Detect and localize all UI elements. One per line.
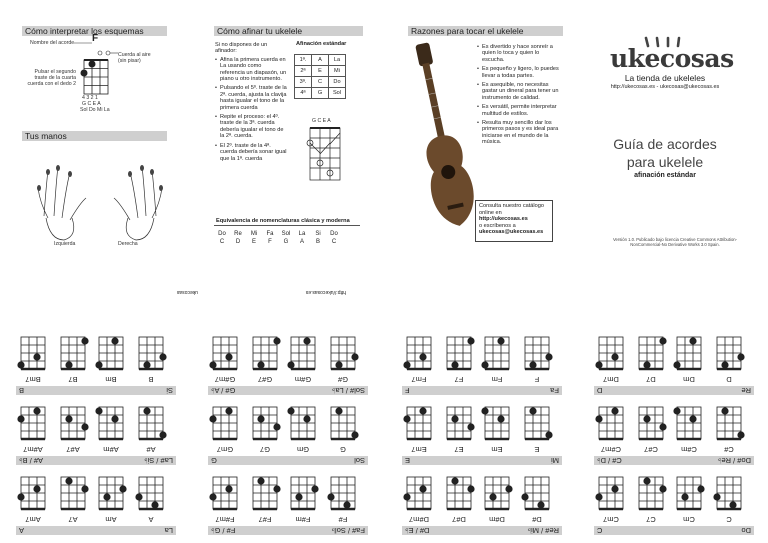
fretboard: [594, 401, 628, 443]
chord-name: G7: [260, 445, 271, 454]
fretboard: [134, 331, 168, 373]
fretboard: [672, 401, 706, 443]
tune-step: • Afina la primera cuerda en La usando como referencia un diapasón, un piano u otro instrumento.: [215, 57, 287, 83]
example-chord-letter: F: [92, 33, 99, 44]
fretboard: [672, 331, 706, 373]
chord-diagram: [520, 325, 554, 384]
tuning-table-title: Afinación estándar: [296, 41, 347, 47]
row-letter-label: A# / B♭: [19, 456, 43, 465]
table-cell: Do: [330, 231, 338, 237]
chord-name: A: [148, 515, 154, 524]
chord-diagram: [16, 465, 50, 524]
interpret-header: Cómo interpretar los esquemas: [22, 26, 167, 36]
chord-diagram: [402, 325, 436, 384]
row-solfege-label: Fa# / Sol♭: [331, 526, 365, 535]
fretboard: [94, 401, 128, 443]
chord-diagram: [480, 325, 514, 384]
fretboard: [672, 471, 706, 513]
chord-name: B: [148, 375, 154, 384]
table-cell: C: [331, 239, 337, 245]
table-row: [295, 55, 346, 66]
chord-diagram: [286, 395, 320, 454]
table-cell: E: [312, 66, 329, 77]
chord-name: F#m: [295, 515, 311, 524]
fretboard: [94, 471, 128, 513]
row-solfege-label: Do# / Re♭: [717, 456, 751, 465]
chord-row-header: [16, 456, 176, 465]
fretboard: [442, 331, 476, 373]
chord-name: Fm7: [411, 375, 427, 384]
footer-url: http://ukecosas.es: [305, 289, 346, 295]
table-cell: G: [283, 239, 289, 245]
row-letter-label: F: [405, 386, 410, 395]
tune-intro: Si no dispones de un afinador:: [215, 42, 268, 55]
footer-brand: ukecosas: [176, 289, 198, 295]
tune-step: • Pulsando el 5º. traste de la 2ª. cuerda, ajusta la clavija hasta igualar el tono de la primera cuerda: [215, 85, 287, 111]
row-solfege-label: Si: [166, 386, 173, 395]
email-link[interactable]: ukecosas@ukecosas.es: [479, 229, 544, 236]
chord-charts-section: [0, 287, 768, 543]
chord-diagram: [442, 395, 476, 454]
fretboard: [442, 471, 476, 513]
table-cell: C: [312, 77, 329, 88]
table-cell: C: [219, 239, 225, 245]
chord-name: E7: [454, 445, 464, 454]
table-cell: 3ª.: [295, 77, 312, 88]
chord-diagram: [712, 325, 746, 384]
reasons-header: Razones para tocar el ukelele: [408, 26, 563, 36]
table-row: [295, 88, 346, 99]
fretboard: [326, 471, 360, 513]
chord-name: A#m7: [23, 445, 43, 454]
chord-row-header: [208, 386, 368, 395]
chord-diagram: [248, 395, 282, 454]
table-cell: Fa: [266, 231, 274, 237]
chord-diagram: [248, 465, 282, 524]
chord-diagram: [208, 325, 242, 384]
hands-illustration: [30, 148, 170, 248]
table-row: [295, 77, 346, 88]
equiv-title: Equivalencia de nomenclaturas clásica y moderna: [216, 218, 350, 224]
chord-diagram: [248, 325, 282, 384]
fretboard: [402, 471, 436, 513]
tuning-fret-diagram: [306, 126, 348, 186]
row-solfege-label: Re# / Mi♭: [527, 526, 559, 535]
tune-instructions: [215, 42, 287, 165]
finger-numbers: 4 3 2 1: [82, 95, 98, 101]
guide-subtitle: afinación estándar: [634, 172, 696, 179]
chord-name: Cm7: [603, 515, 619, 524]
chord-name: C7: [646, 515, 656, 524]
table-row: [214, 238, 342, 246]
chord-row-header: [594, 456, 754, 465]
fretboard: [134, 471, 168, 513]
chord-name: Gm7: [216, 445, 234, 454]
fretboard: [520, 471, 554, 513]
chord-name: Dm7: [603, 375, 619, 384]
fretboard: [208, 401, 242, 443]
fretboard: [480, 471, 514, 513]
chord-diagram: [634, 465, 668, 524]
chord-diagram: [326, 325, 360, 384]
hands-header: Tus manos: [22, 131, 167, 141]
row-letter-label: C: [597, 526, 603, 535]
row-solfege-label: La: [164, 526, 173, 535]
string-letters: G C E A: [82, 101, 101, 107]
reason-item: • Es divertido y hace sonreír a quien lo toca y quien lo escucha.: [477, 44, 559, 63]
chord-diagram: [134, 325, 168, 384]
chord-row-header: [594, 526, 754, 535]
row-letter-label: G# / A♭: [211, 386, 236, 395]
chord-diagram: [402, 395, 436, 454]
chord-name: G#: [338, 375, 349, 384]
chord-name: G#m: [294, 375, 312, 384]
table-cell: Si: [315, 231, 321, 237]
reason-item: • Es pequeño y ligero, lo puedes llevar a todas partes.: [477, 66, 559, 79]
fretboard: [16, 331, 50, 373]
fretboard: [134, 401, 168, 443]
fretboard: [16, 471, 50, 513]
table-cell: B: [315, 239, 320, 245]
fretboard: [248, 331, 282, 373]
chord-diagram: [594, 325, 628, 384]
chord-name: C#: [724, 445, 734, 454]
chord-name: D7: [646, 375, 656, 384]
chord-diagram: [442, 325, 476, 384]
tuning-diagram-strings: G C E A: [312, 118, 331, 124]
chord-diagram: [520, 395, 554, 454]
table-cell: A: [299, 239, 304, 245]
chord-row-header: [402, 526, 562, 535]
chord-diagram: [56, 395, 90, 454]
chord-name: G: [340, 445, 346, 454]
tune-header: Cómo afinar tu ukelele: [214, 26, 363, 36]
chord-row-header: [16, 526, 176, 535]
table-cell: Re: [234, 231, 242, 237]
right-hand-label: Derecha: [118, 241, 138, 247]
tune-step: • El 2º. traste de la 4ª. cuerda debería sonar igual que la 1ª. cuerda: [215, 143, 287, 162]
chord-name: D#: [532, 515, 542, 524]
row-solfege-label: Sol# / La♭: [331, 386, 365, 395]
chord-row-header: [16, 386, 176, 395]
chord-name: D: [726, 375, 732, 384]
chord-diagram: [56, 325, 90, 384]
fretboard: [480, 401, 514, 443]
fretboard: [402, 331, 436, 373]
chord-diagram: [94, 395, 128, 454]
table-row: [295, 66, 346, 77]
chord-name: E: [534, 445, 540, 454]
row-letter-label: D: [597, 386, 603, 395]
chord-name: D#7: [452, 515, 466, 524]
tuning-table: [294, 54, 346, 99]
chord-name: F#: [338, 515, 348, 524]
chord-diagram: [326, 395, 360, 454]
chord-diagram: [634, 325, 668, 384]
fretboard: [326, 331, 360, 373]
row-letter-label: A: [19, 526, 25, 535]
table-cell: 2ª: [295, 66, 312, 77]
fretboard: [208, 331, 242, 373]
contact-line: o escríbenos a: [479, 222, 516, 229]
table-cell: Do: [218, 231, 226, 237]
guide-title-line2: para ukelele: [626, 154, 704, 170]
reasons-list: [477, 44, 559, 149]
table-cell: F: [268, 239, 272, 245]
row-letter-label: F# / G♭: [211, 526, 236, 535]
table-cell: La: [298, 231, 306, 237]
chord-name: G#7: [257, 375, 273, 384]
table-cell: D: [235, 239, 241, 245]
fretboard: [594, 471, 628, 513]
row-letter-label: C# / D♭: [597, 456, 622, 465]
brand-tagline: La tienda de ukeleles: [624, 73, 706, 83]
chord-diagram: [594, 465, 628, 524]
chord-name: Em: [491, 445, 503, 454]
chord-diagram: [286, 325, 320, 384]
chord-diagram: [16, 395, 50, 454]
left-hand-label: Izquierda: [54, 241, 76, 247]
chord-diagram: [208, 395, 242, 454]
contact-box: [475, 200, 553, 242]
chord-name: C#m7: [601, 445, 622, 454]
chord-diagram: [94, 465, 128, 524]
chord-diagram: [56, 465, 90, 524]
fretboard: [634, 401, 668, 443]
website-link[interactable]: http://ukecosas.es: [479, 216, 528, 223]
chord-row-header: [402, 386, 562, 395]
row-letter-label: B: [19, 386, 25, 395]
fretboard: [94, 331, 128, 373]
row-letter-label: E: [405, 456, 411, 465]
row-solfege-label: Sol: [354, 456, 365, 465]
chord-name-label: Nombre del acorde: [30, 40, 75, 46]
chord-name: Em7: [411, 445, 427, 454]
fretboard: [56, 471, 90, 513]
chord-name: Bm: [105, 375, 117, 384]
chord-diagram: [672, 395, 706, 454]
chord-name: Am: [105, 515, 117, 524]
chord-name: C: [726, 515, 732, 524]
chord-name: A#7: [66, 445, 80, 454]
chord-diagram: [594, 395, 628, 454]
fretboard: [712, 401, 746, 443]
row-solfege-label: Re: [741, 386, 751, 395]
chord-name: F: [534, 375, 540, 384]
chord-diagram: [16, 325, 50, 384]
chord-name: G#m7: [214, 375, 236, 384]
chord-name: Cm: [683, 515, 695, 524]
chord-name: C#m: [681, 445, 697, 454]
fretboard: [712, 471, 746, 513]
chord-name: A7: [68, 515, 78, 524]
chord-name: Gm: [296, 445, 310, 454]
chord-name: Dm: [683, 375, 695, 384]
chord-name: F#m7: [215, 515, 235, 524]
brand-logo: ukecosas: [610, 44, 734, 73]
row-solfege-label: Mi: [551, 456, 559, 465]
table-cell: E: [251, 239, 256, 245]
chord-name: D#m: [489, 515, 505, 524]
chord-diagram: [326, 465, 360, 524]
fretboard: [634, 331, 668, 373]
license-text: Versión 1.0. Publicado bajo licencia Creative Commons Attribution-NonCommercial-No Derivative Works 3.0 Spain.: [612, 237, 738, 247]
chord-diagram: [634, 395, 668, 454]
chord-diagram: [208, 465, 242, 524]
table-cell: 4ª: [295, 88, 312, 99]
table-cell: Mi: [329, 66, 346, 77]
row-solfege-label: Do: [741, 526, 751, 535]
chord-name: B7: [68, 375, 78, 384]
nomenclature-table: [214, 230, 342, 246]
row-letter-label: G: [211, 456, 217, 465]
chord-diagram: [402, 465, 436, 524]
table-cell: G: [312, 88, 329, 99]
fretboard: [286, 331, 320, 373]
fretboard: [248, 471, 282, 513]
guide-title-line1: Guía de acordes: [613, 136, 717, 152]
fretboard: [16, 401, 50, 443]
table-cell: Sol: [281, 231, 291, 237]
table-cell: La: [329, 55, 346, 66]
chord-name: F7: [454, 375, 464, 384]
reason-item: • Es versátil, permite interpretar multitud de estilos.: [477, 104, 559, 117]
brand-contact: http://ukecosas.es - ukecosas@ukecosas.es: [610, 84, 720, 90]
chord-diagram: [134, 395, 168, 454]
chord-diagram: [134, 465, 168, 524]
table-cell: A: [312, 55, 329, 66]
chord-diagram: [286, 465, 320, 524]
chord-diagram: [520, 465, 554, 524]
chord-name: A#: [146, 445, 156, 454]
table-cell: Mi: [250, 231, 258, 237]
chord-row-header: [208, 456, 368, 465]
fretboard: [442, 401, 476, 443]
chord-diagram: [94, 325, 128, 384]
table-row: [214, 230, 342, 238]
fretboard: [712, 331, 746, 373]
fretboard: [248, 401, 282, 443]
fretboard: [208, 471, 242, 513]
chord-diagram: [712, 465, 746, 524]
reason-item: • Es asequible, no necesitas gastar un dineral para tener un instrumento de calidad.: [477, 82, 559, 101]
table-cell: 1ª.: [295, 55, 312, 66]
chord-name: Fm: [491, 375, 503, 384]
chord-diagram: [480, 395, 514, 454]
table-cell: Sol: [329, 88, 346, 99]
reason-item: • Resulta muy sencillo dar los primeros pasos y es ideal para iniciarse en el mundo de la música.: [477, 120, 559, 146]
row-solfege-label: La# / Si♭: [144, 456, 173, 465]
chord-diagram: [480, 465, 514, 524]
fretboard: [520, 401, 554, 443]
open-string-label: Cuerda al aire (sin pisar): [118, 52, 151, 65]
row-solfege-label: Fa: [550, 386, 559, 395]
fretboard: [634, 471, 668, 513]
chord-diagram: [442, 465, 476, 524]
chord-row-header: [594, 386, 754, 395]
fretboard: [286, 471, 320, 513]
fretboard: [286, 401, 320, 443]
tune-step: • Repite el proceso: el 4º. traste de la 3ª. cuerda debería igualar el tono de la 2ª. cuerda.: [215, 114, 287, 140]
chord-name: Bm7: [25, 375, 41, 384]
fretboard: [480, 331, 514, 373]
fretboard: [326, 401, 360, 443]
fretboard: [520, 331, 554, 373]
contact-line: Consulta nuestro catálogo online en: [479, 203, 544, 216]
chord-name: C#7: [644, 445, 658, 454]
chord-diagram: [712, 395, 746, 454]
row-letter-label: D# / E♭: [405, 526, 430, 535]
tune-steps: [215, 57, 287, 162]
chord-diagram: [672, 465, 706, 524]
chord-row-header: [402, 456, 562, 465]
chord-name: D#m7: [409, 515, 430, 524]
chord-name: F#7: [258, 515, 272, 524]
table-cell: Do: [329, 77, 346, 88]
chord-name: Am7: [25, 515, 41, 524]
fretboard: [56, 401, 90, 443]
string-solfege: Sol Do Mi La: [80, 107, 110, 113]
chord-name: A#m: [103, 445, 119, 454]
chord-row-header: [208, 526, 368, 535]
chord-diagram: [672, 325, 706, 384]
fretboard: [402, 401, 436, 443]
fretboard: [56, 331, 90, 373]
ukulele-illustration: [405, 38, 475, 244]
fret-instruction-label: Pulsar el segundo traste de la cuarta cuerda con el dedo 2: [27, 69, 76, 88]
fretboard: [594, 331, 628, 373]
